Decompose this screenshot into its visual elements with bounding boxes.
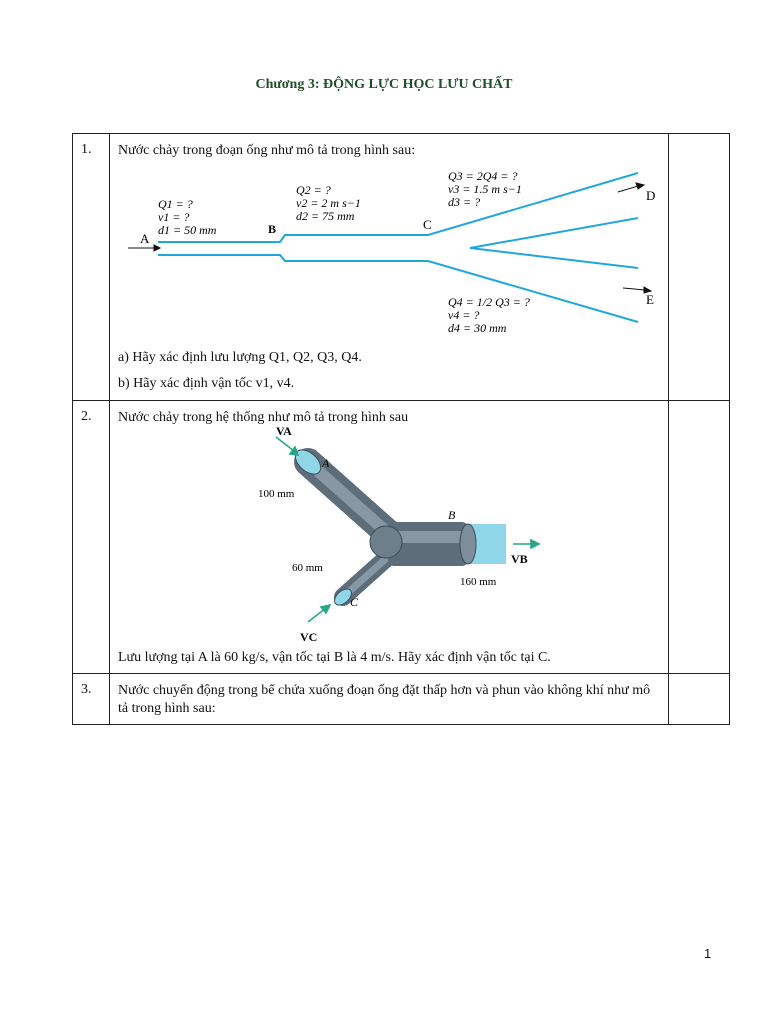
section-b-q: Q2 = ?	[296, 183, 331, 197]
problem-number: 1.	[73, 134, 110, 401]
section-d-v: v3 = 1.5 m s−1	[448, 182, 522, 196]
problem-prompt: Nước chảy trong hệ thống như mô tả trong hình sau	[118, 410, 409, 425]
point-e-label: E	[646, 292, 654, 307]
problem-content	[110, 134, 669, 401]
section-b-d: d2 = 75 mm	[296, 209, 355, 223]
point-c-label: C	[423, 217, 432, 232]
pipe-main-b	[388, 522, 506, 566]
section-e-d: d4 = 30 mm	[448, 321, 507, 335]
branching-pipe-figure	[118, 160, 658, 342]
problem-number: 3.	[73, 674, 110, 725]
pipe-branch-c	[332, 555, 390, 608]
question-a: a) Hãy xác định lưu lượng Q1, Q2, Q3, Q4.	[118, 350, 362, 365]
problem-prompt: Nước chuyển động trong bể chứa xuống đoạn ống đặt thấp hơn và phun vào không khí như mô tả trong hình sau:	[118, 683, 651, 716]
problem-number: 2.	[73, 401, 110, 674]
point-d-label: D	[646, 188, 656, 203]
section-b-label: B	[448, 508, 456, 522]
pipe-bottom-wall	[158, 255, 638, 322]
section-c-label: C	[350, 595, 359, 609]
page-number: 1	[704, 946, 712, 961]
exercise-table	[72, 133, 730, 725]
problem-content	[110, 674, 669, 725]
point-a-label: A	[140, 231, 150, 246]
velocity-b-label: VB	[511, 552, 528, 566]
section-a-v: v1 = ?	[158, 210, 190, 224]
section-a-d: d1 = 50 mm	[158, 223, 217, 237]
problem-statement: Lưu lượng tại A là 60 kg/s, vận tốc tại B là 4 m/s. Hãy xác định vận tốc tại C.	[118, 650, 551, 665]
diameter-a-label: 100 mm	[258, 488, 295, 500]
section-b-v: v2 = 2 m s−1	[296, 196, 361, 210]
section-a-label: A	[322, 456, 330, 470]
section-a-q: Q1 = ?	[158, 197, 193, 211]
score-cell	[669, 134, 730, 401]
diameter-b-label: 160 mm	[460, 576, 497, 588]
score-cell	[669, 401, 730, 674]
velocity-c-label: VC	[300, 630, 318, 644]
question-b: b) Hãy xác định vận tốc v1, v4.	[118, 376, 295, 391]
score-cell	[669, 674, 730, 725]
problem-row-2	[73, 401, 730, 674]
diameter-c-label: 60 mm	[292, 562, 323, 574]
pipe-branch-inner	[470, 218, 638, 268]
problem-prompt: Nước chảy trong đoạn ống như mô tả trong hình sau:	[118, 143, 416, 158]
point-b-label: B	[268, 222, 277, 236]
pipe-branch-a	[291, 445, 390, 535]
problem-row-3	[73, 674, 730, 725]
section-e-q: Q4 = 1/2 Q3 = ?	[448, 295, 530, 309]
page-title: Chương 3: ĐỘNG LỰC HỌC LƯU CHẤT	[255, 77, 513, 92]
velocity-a-label: VA	[276, 427, 292, 438]
section-d-d: d3 = ?	[448, 195, 481, 209]
section-e-v: v4 = ?	[448, 308, 480, 322]
y-pipe-figure	[118, 427, 658, 649]
problem-content	[110, 401, 669, 674]
problem-row-1	[73, 134, 730, 401]
section-d-q: Q3 = 2Q4 = ?	[448, 169, 518, 183]
